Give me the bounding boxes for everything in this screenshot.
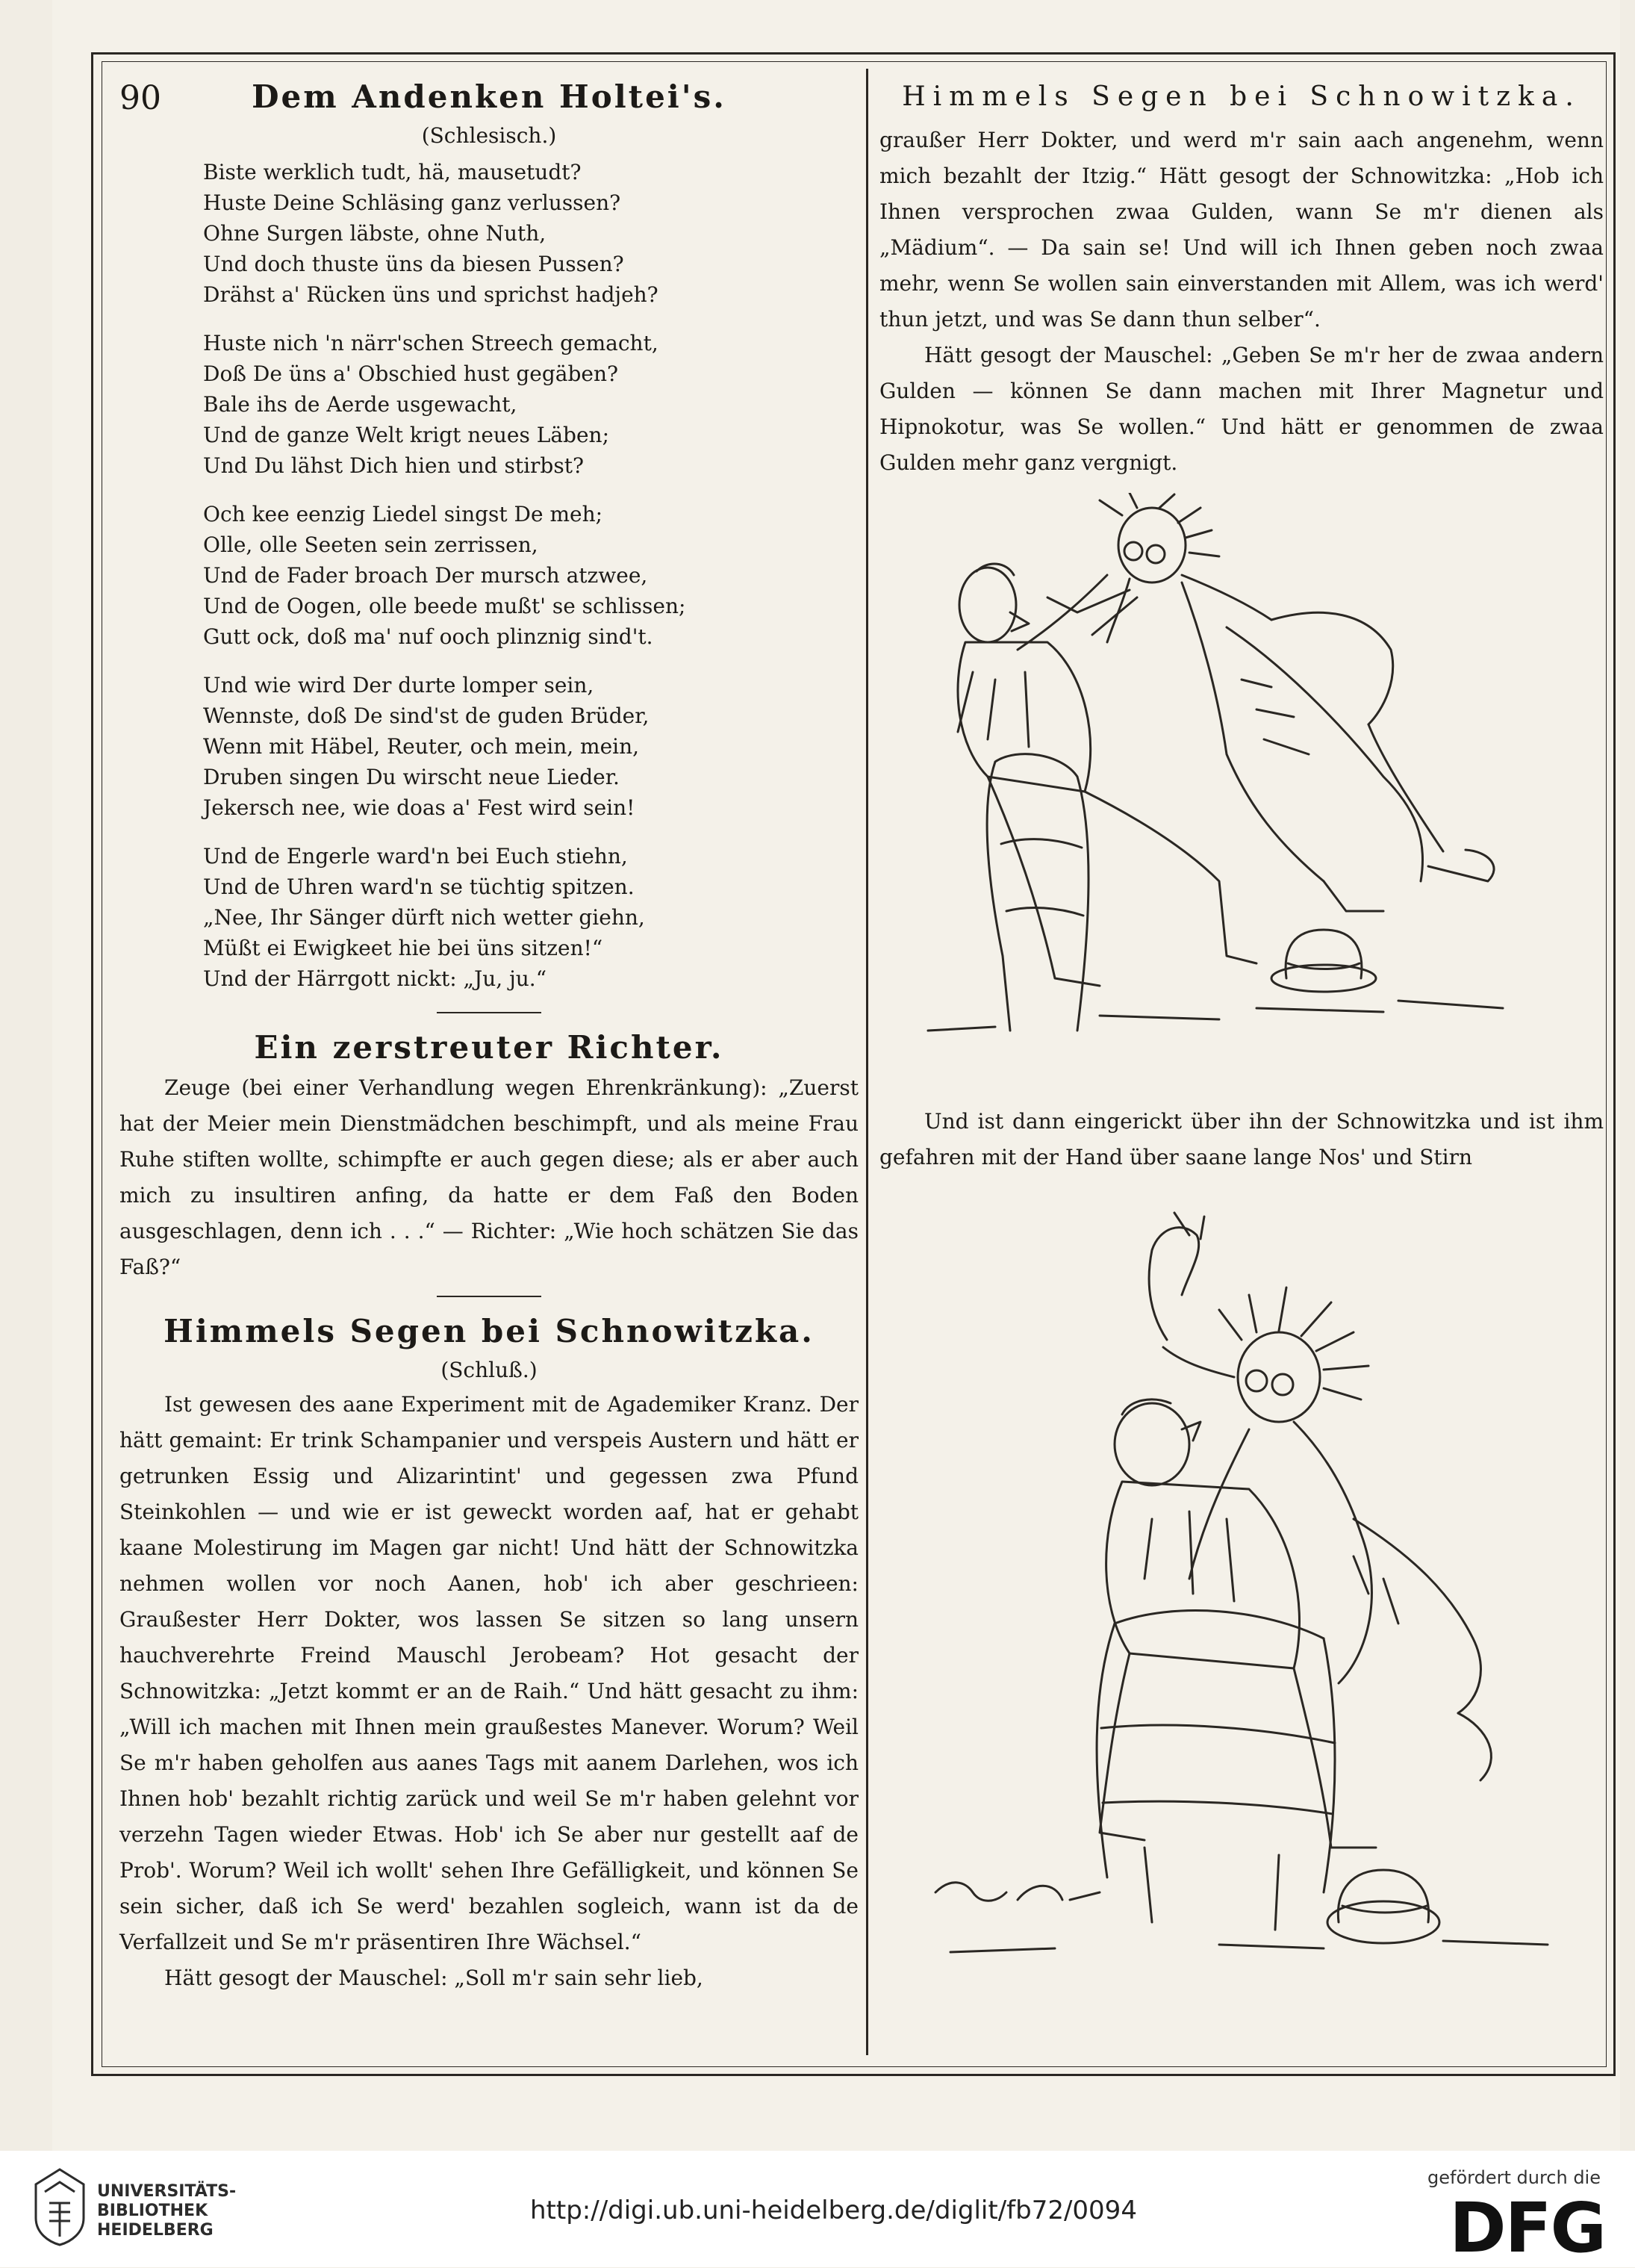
poem-subtitle: (Schlesisch.) — [421, 123, 557, 148]
university-seal-icon — [30, 2166, 90, 2248]
poem-line: Huste nich 'n närr'schen Streech gemacht, — [203, 331, 658, 355]
poem-line: „Nee, Ihr Sänger dürft nich wetter giehn, — [203, 905, 645, 930]
poem-line: Wennste, doß De sind'st de guden Brüder, — [203, 703, 650, 728]
poem-stanza — [203, 157, 859, 310]
poem-stanza — [203, 670, 859, 823]
poem-line: Gutt ock, doß ma' nuf ooch plinznig sind't. — [203, 624, 653, 649]
dfg-logo: DFG — [1449, 2188, 1605, 2268]
illustration-hypnosis-2 — [906, 1205, 1578, 1989]
poem-stanza — [203, 499, 859, 652]
poem-line: Druben singen Du wirscht neue Lieder. — [203, 765, 620, 789]
engraving-doctor-on-patient — [906, 1205, 1578, 1989]
poem-line: Olle, olle Seeten sein zerrissen, — [203, 532, 538, 557]
poem-line: Huste Deine Schläsing ganz verlussen? — [203, 190, 621, 215]
poem-stanza — [203, 841, 859, 994]
story-paragraph: graußer Herr Dokter, und werd m'r sain aach angenehm, wenn mich bezahlt der Itzig.“ Hätt gesogt der Schnowitzka: „Hob ich Ihnen versprochen zwaa Gulden, wann Se m'r dienen als „Mädium“. — Da sain se! Und will ich Ihnen geben noch zwaa mehr, wenn Se wollen sain einverstanden mit Allem, was ich werd' thun jetzt, und was Se dann thun selber“. — [879, 128, 1604, 332]
poem-line: Und de Uhren ward'n se tüchtig spitzen. — [203, 874, 635, 899]
section-divider — [437, 1296, 541, 1297]
anecdote-text: Zeuge (bei einer Verhandlung wegen Ehrenkränkung): „Zuerst hat der Meier mein Dienstmädchen beschimpft, und als meine Frau Ruhe stiften wollte, schimpfte er auch gegen diese; als er aber auch mich zu insultiren anfing, da hatte er dem Faß den Boden ausgeschlagen, denn ich . . .“ — Richter: „Wie hoch schätzen Sie das Faß?“ — [119, 1075, 859, 1279]
poem-line: Und de Fader broach Der mursch atzwee, — [203, 563, 648, 588]
library-name: UNIVERSITÄTS- BIBLIOTHEK HEIDELBERG — [97, 2182, 237, 2240]
story-paragraph: Hätt gesogt der Mauschel: „Geben Se m'r her de zwaa andern Gulden — können Se dann machen mit Ihrer Magnetur und Hipnokotur, was Se wollen.“ Und hätt er genommen de zwaa Gulden mehr ganz vergnigt. — [879, 343, 1604, 475]
poem-line: Ohne Surgen läbste, ohne Nuth, — [203, 221, 546, 246]
poem-line: Müßt ei Ewigkeet hie bei üns sitzen!“ — [203, 936, 603, 960]
page-number: 90 — [119, 79, 161, 117]
poem-line: Und de ganze Welt krigt neues Läben; — [203, 423, 610, 447]
illustration-caption: Und ist dann eingerickt über ihn der Schnowitzka und ist ihm gefahren mit der Hand über saane lange Nos' und Stirn — [879, 1109, 1604, 1169]
anecdote-title: Ein zerstreuter Richter. — [254, 1029, 724, 1066]
poem-line: Wenn mit Häbel, Reuter, och mein, mein, — [203, 734, 640, 759]
running-head: Himmels Segen bei Schnowitzka. — [902, 81, 1581, 112]
poem-stanza — [203, 328, 859, 481]
poem-line: Und de Oogen, olle beede mußt' se schlissen; — [203, 594, 686, 618]
poem-line: Och kee eenzig Liedel singst De meh; — [203, 502, 603, 526]
poem-line: Bale ihs de Aerde usgewacht, — [203, 392, 517, 417]
poem-line: Und Du lähst Dich hien und stirbst? — [203, 453, 584, 478]
left-column — [119, 75, 859, 1996]
poem-line: Und der Härrgott nickt: „Ju, ju.“ — [203, 966, 547, 991]
poem-title: Dem Andenken Holtei's. — [252, 78, 726, 115]
poem-line: Drähst a' Rücken üns und sprichst hadjeh? — [203, 282, 658, 307]
poem-line: Und de Engerle ward'n bei Euch stiehn, — [203, 844, 628, 869]
poem-body — [119, 157, 859, 994]
story-title: Himmels Segen bei Schnowitzka. — [164, 1313, 815, 1349]
story-subtitle: (Schluß.) — [440, 1358, 538, 1382]
section-divider — [437, 1012, 541, 1013]
poem-line: Und doch thuste üns da biesen Pussen? — [203, 252, 624, 276]
sponsor-label: gefördert durch die — [1427, 2167, 1601, 2188]
digitization-footer — [0, 2151, 1635, 2267]
poem-line: Und wie wird Der durte lomper sein, — [203, 673, 594, 698]
permalink-url[interactable]: http://digi.ub.uni-heidelberg.de/diglit/fb72/0094 — [530, 2196, 1137, 2225]
story-paragraph: Hätt gesogt der Mauschel: „Soll m'r sain sehr lieb, — [164, 1966, 703, 1990]
poem-line: Doß De üns a' Obschied hust gegäben? — [203, 361, 619, 386]
illustration-hypnosis-1 — [906, 493, 1578, 1090]
engraving-doctor-and-patient — [906, 493, 1578, 1090]
poem-line: Biste werklich tudt, hä, mausetudt? — [203, 160, 582, 184]
right-column — [879, 75, 1604, 2001]
poem-line: Jekersch nee, wie doas a' Fest wird sein! — [203, 795, 635, 820]
story-paragraph: Ist gewesen des aane Experiment mit de Agademiker Kranz. Der hätt gemaint: Er trink Schampanier und verspeis Austern und hätt er getrunken Essig und Alizarintint' und gegessen zwa Pfund Steinkohlen — und wie er ist geweckt worden aaf, hat er gehabt kaane Molestirung im Magen gar nicht! Und hätt der Schnowitzka nehmen wollen vor noch Aanen, hob' ich aber geschrieen: Graußester Herr Dokter, wos lassen Se sitzen so lang unsern hauchverehrte Freind Mauschl Jerobeam? Hot gesacht der Schnowitzka: „Jetzt kommt er an de Raih.“ Und hätt gesacht zu ihm: „Will ich machen mit Ihnen mein graußestes Manever. Worum? Weil Se m'r haben geholfen aus aanes Tags mit aanem Darlehen, wos ich Ihnen hob' bezahlt richtig zarück und weil Se m'r haben gelehnt vor verzehn Tagen wieder Etwas. Hob' ich Se aber nur gestellt aaf de Prob'. Worum? Weil ich wollt' sehen Ihre Gefälligkeit, und können Se sein sicher, daß ich Se werd' bezahlen sogleich, wann ist da de Verfallzeit und Se m'r präsentiren Ihre Wächsel.“ — [119, 1392, 859, 1954]
column-divider — [866, 69, 868, 2055]
